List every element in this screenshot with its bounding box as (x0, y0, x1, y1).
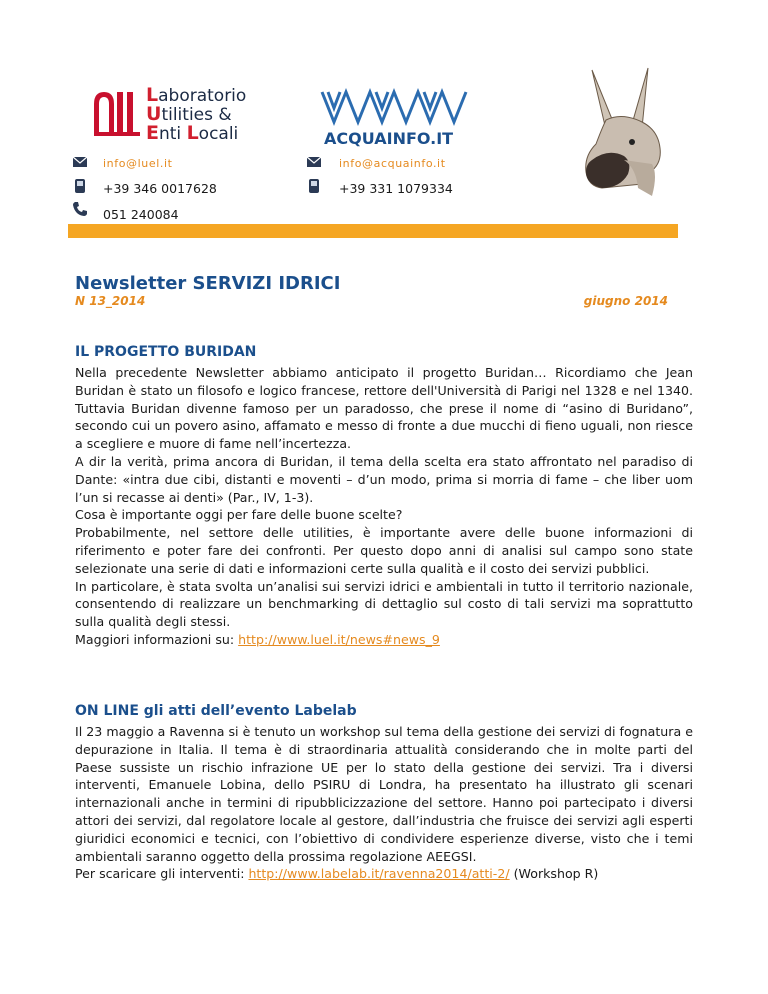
mail-icon (72, 154, 88, 170)
luel-logo-mark (92, 88, 142, 138)
section-title-buridan: IL PROGETTO BURIDAN (75, 344, 257, 360)
paragraph: Nella precedente Newsletter abbiamo anticipato il progetto Buridan… Ricordiamo che Jean Buridan è stato un filosofo e logico francese, rettore dell'Università di Parigi nel 1328 e nel 1340. Tuttavia Buridan divenne famoso per un paradosso, che prese il nome di “asino di Buridano”, secondo cui un povero asino, affamato e messo di fronte a due mucchi di fieno uguali, non riesce a scegliere e muore di fame nell’incertezza. (75, 365, 693, 452)
luel-news-link[interactable]: http://www.luel.it/news#news_9 (238, 631, 440, 647)
header-divider-bar (68, 224, 678, 238)
svg-text:ACQUAINFO.IT: ACQUAINFO.IT (324, 129, 454, 148)
acquainfo-mobile: +39 331 1079334 (339, 181, 453, 196)
mobile-phone-icon (306, 178, 322, 194)
paragraph: Il 23 maggio a Ravenna si è tenuto un workshop sul tema della gestione dei servizi di fognatura e depurazione in Italia. Il tema è di straordinaria attualità considerando che in molte parti del Paese sussiste un rischio infrazione UE per lo stato della gestione dei servizi. Tra i diversi interventi, Emanuele Lobina, dello PSIRU di Londra, ha presentato ha illustrato gli scenari internazionali anche in termini di ripubblicizzazione del settore. Hanno poi partecipato i diversi attori dei servizi, dal regolatore locale al gestore, dall’industria che fruisce dei servizi agli esperti giuridici economici e tecnici, con l’obiettivo di condividere esperienze diverse, visto che i temi ambientali saranno oggetto della prossima regolazione AEEGSI. (75, 724, 693, 864)
luel-email[interactable]: info@luel.it (103, 157, 173, 170)
labelab-atti-link[interactable]: http://www.labelab.it/ravenna2014/atti-2/ (248, 866, 510, 882)
mail-icon (306, 154, 322, 170)
newsletter-number: N 13_2014 (75, 294, 146, 308)
paragraph: Cosa è importante oggi per fare delle buone scelte? (75, 507, 403, 523)
paragraph: Probabilmente, nel settore delle utilities, è importante avere delle buone informazioni di riferimento e poter fare dei confronti. Per questo dopo anni di analisi sul campo sono state selezionate una serie di dati e informazioni certe sulla qualità e il costo dei servizi pubblici. (75, 525, 693, 576)
luel-mobile: +39 346 0017628 (103, 181, 217, 196)
paragraph: A dir la verità, prima ancora di Buridan, il tema della scelta era stato affrontato nel paradiso di Dante: «intra due cibi, distanti e moventi – d’un modo, prima si morria di fame – che liber uom l’un si recasse ai denti» (Par., IV, 1-3). (75, 453, 693, 505)
section-title-labelab: ON LINE gli atti dell’evento Labelab (75, 703, 357, 719)
section-body-buridan (75, 364, 693, 649)
download-line: Per scaricare gli interventi: http://www.labelab.it/ravenna2014/atti-2/ (Workshop R) (75, 866, 599, 882)
luel-logo-text: Laboratorio Utilities & Enti Locali (146, 84, 247, 144)
donkey-illustration (562, 64, 692, 204)
telephone-icon (72, 201, 88, 217)
newsletter-title: Newsletter SERVIZI IDRICI (75, 273, 341, 294)
mobile-phone-icon (72, 178, 88, 194)
newsletter-date: giugno 2014 (583, 294, 668, 308)
section-body-labelab (75, 723, 693, 883)
acquainfo-logo (318, 84, 474, 150)
paragraph: In particolare, è stata svolta un’analisi sui servizi idrici e ambientali in tutto il territorio nazionale, consentendo di realizzare un benchmarking di dettaglio sul costo di tali servizi ma soprattutto sulla qualità degli stessi. (75, 578, 693, 630)
more-info-line: Maggiori informazioni su: http://www.luel.it/news#news_9 (75, 631, 440, 647)
acquainfo-email[interactable]: info@acquainfo.it (339, 157, 446, 170)
luel-phone: 051 240084 (103, 207, 179, 222)
